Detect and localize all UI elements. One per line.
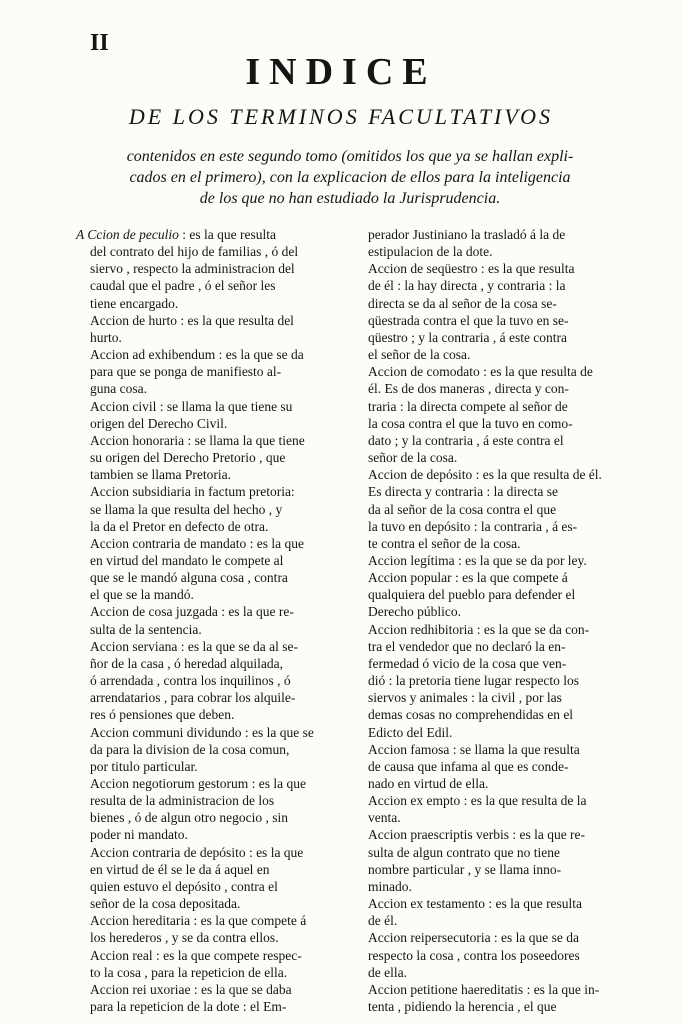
entry-line: del contrato del hijo de familias , ó del	[90, 244, 299, 260]
entry-line: los herederos , y se da contra ellos.	[90, 930, 279, 946]
entry-line: Accion de hurto : es la que resulta del	[90, 312, 294, 328]
entry-line: Accion ex testamento : es la que resulta	[368, 896, 583, 912]
entry-line: origen del Derecho Civil.	[90, 415, 228, 431]
entry-line: Accion real : es la que compete respec-	[90, 947, 302, 963]
entry-line: el señor de la cosa.	[368, 347, 471, 363]
entry-line: Accion negotiorum gestorum : es la que	[90, 776, 306, 791]
entry-line: caudal que el padre , ó el señor les	[90, 278, 276, 294]
entry-line: resulta de la administracion de los	[90, 793, 275, 809]
entry-line: da para la division de la cosa comun,	[90, 741, 290, 757]
entry-line: Accion ad exhibendum : es la que se da	[90, 347, 304, 363]
entry-line: respecto la cosa , contra los poseedores	[368, 947, 580, 963]
entry-line: tiene encargado.	[90, 295, 179, 311]
entry-line: Accion subsidiaria in factum pretoria:	[90, 484, 295, 500]
entry-line: la cosa contra el que la tuvo en como-	[368, 415, 573, 431]
entry-line: Accion honoraria : se llama la que tiene	[90, 432, 305, 448]
entry-line: sulta de la sentencia.	[90, 621, 202, 637]
entry-line: de ella.	[368, 964, 407, 980]
entry-line: Accion de depósito : es la que resulta de él.	[368, 467, 602, 483]
entry-line: directa se da al señor de la cosa se-	[368, 295, 557, 311]
entry-line: qüestrada contra el que la tuvo en se-	[368, 312, 569, 328]
entry-line: poder ni mandato.	[90, 827, 188, 843]
entry-line: de él : la hay directa , y contraria : la	[368, 278, 566, 294]
entry-line: Accion petitione haereditatis : es la que in-	[368, 981, 600, 997]
entry-line: se llama la que resulta del hecho , y	[90, 501, 283, 517]
entry-line: Accion legítima : es la que se da por ley.	[368, 552, 587, 568]
intro-line: contenidos en este segundo tomo (omitidos los que ya se hallan expli-	[126, 148, 574, 165]
entry-line: estipulacion de la dote.	[368, 244, 493, 260]
entry-line: Accion de cosa juzgada : es la que re-	[90, 604, 294, 620]
entry-line: señor de la cosa depositada.	[90, 896, 241, 912]
entry-line: siervo , respecto la administracion del	[90, 261, 295, 277]
entry-line: Derecho público.	[368, 604, 461, 620]
entry-line: que se le mandó alguna cosa , contra	[90, 570, 288, 586]
entry-line: nombre particular , y se llama inno-	[368, 861, 562, 877]
entry-line: qüestro ; y la contraria , á este contra	[368, 329, 568, 345]
entry-line: de él.	[368, 913, 398, 929]
entry-line: Accion contraria de depósito : es la que	[90, 844, 304, 860]
entry-line: qualquiera del pueblo para defender el	[368, 587, 576, 603]
entry-line: Accion popular : es la que compete á	[368, 570, 568, 586]
entry-line: tambien se llama Pretoria.	[90, 467, 231, 483]
entry-line: ó arrendada , contra los inquilinos , ó	[90, 673, 291, 689]
entry-line: para la repeticion de la dote : el Em-	[90, 999, 287, 1015]
entry-line: traria : la directa compete al señor de	[368, 398, 568, 414]
entry-line: de causa que infama al que es conde-	[368, 758, 569, 774]
intro-line: de los que no han estudiado la Jurisprudencia.	[199, 190, 501, 207]
entry-line: bienes , ó de algun otro negocio , sin	[90, 810, 288, 826]
entry-line: su origen del Derecho Pretorio , que	[90, 450, 286, 466]
entry-line: venta.	[368, 810, 401, 826]
page-number: II	[90, 30, 109, 56]
entry-line: to la cosa , para la repeticion de ella.	[90, 964, 288, 980]
page-title: INDICE	[245, 51, 437, 93]
entry-line: por titulo particular.	[90, 758, 198, 774]
entry-line: Accion ex empto : es la que resulta de la	[368, 793, 587, 809]
entry-line: demas cosas no comprehendidas en el	[368, 707, 574, 723]
entry-line: minado.	[368, 878, 412, 894]
intro-paragraph	[78, 146, 622, 209]
entry-line: Accion famosa : se llama la que resulta	[368, 741, 580, 757]
entry-line: tra el vendedor que no declaró la en-	[368, 638, 566, 654]
entry-line: en virtud de él se le da á aquel en	[90, 861, 270, 877]
entry-line: Accion communi dividundo : es la que se	[90, 724, 314, 740]
entry-line: para que se ponga de manifiesto al-	[90, 364, 282, 380]
entry-line: res ó pensiones que deben.	[90, 707, 235, 723]
entry-line: nado en virtud de ella.	[368, 776, 489, 791]
entry-line: da al señor de la cosa contra el que	[368, 501, 557, 517]
intro-line: cados en el primero), con la explicacion de ellos para la inteligencia	[129, 169, 571, 186]
entry-line: Accion civil : se llama la que tiene su	[90, 398, 293, 414]
entry-line: Edicto del Edil.	[368, 724, 453, 740]
entry-line: hurto.	[90, 329, 122, 345]
entry-line: dió : la pretoria tiene lugar respecto los	[368, 673, 580, 689]
entry-line: Accion serviana : es la que se da al se-	[90, 638, 299, 654]
entry-line: Accion reipersecutoria : es la que se da	[368, 930, 580, 946]
entry-line: Es directa y contraria : la directa se	[368, 484, 559, 500]
entry-line: Accion praescriptis verbis : es la que re-	[368, 827, 586, 843]
entry-line: te contra el señor de la cosa.	[368, 535, 521, 551]
entry-line: dato ; y la contraria , á este contra el	[368, 432, 564, 448]
entry-line: sulta de algun contrato que no tiene	[368, 844, 560, 860]
entry-line: guna cosa.	[90, 381, 147, 397]
entry-line: Accion redhibitoria : es la que se da con-	[368, 621, 590, 637]
entry-line: la tuvo en depósito : la contraria , á es-	[368, 518, 578, 534]
entry-line: en virtud del mandato le compete al	[90, 552, 284, 568]
entry-line: Accion contraria de mandato : es la que	[90, 535, 305, 551]
entry-line: arrendatarios , para cobrar los alquile-	[90, 690, 296, 706]
entry-line: Accion hereditaria : es la que compete á	[90, 913, 307, 929]
left-column	[76, 226, 336, 1015]
entry-line: él. Es de dos maneras , directa y con-	[368, 381, 569, 397]
entry-line: fermedad ó vicio de la cosa que ven-	[368, 655, 567, 671]
entry-line: A Ccion de peculio : es la que resulta	[76, 227, 276, 242]
entry-line: perador Justiniano la trasladó á la de	[368, 227, 566, 242]
entry-line: quien estuvo el depósito , contra el	[90, 878, 278, 894]
entry-line: señor de la cosa.	[368, 450, 458, 466]
right-column	[354, 226, 614, 1015]
entry-line: tenta , pidiendo la herencia , el que	[368, 999, 557, 1015]
entry-line: el que se la mandó.	[90, 587, 194, 603]
entry-line: la da el Pretor en defecto de otra.	[90, 518, 269, 534]
entry-line: Accion de comodato : es la que resulta de	[368, 364, 593, 380]
entry-line: siervos y animales : la civil , por las	[368, 690, 562, 706]
page-subtitle: DE LOS TERMINOS FACULTATIVOS	[128, 104, 554, 129]
entry-line: Accion rei uxoriae : es la que se daba	[90, 981, 292, 997]
entry-line: Accion de seqüestro : es la que resulta	[368, 261, 575, 277]
entry-line: ñor de la casa , ó heredad alquilada,	[90, 655, 284, 671]
